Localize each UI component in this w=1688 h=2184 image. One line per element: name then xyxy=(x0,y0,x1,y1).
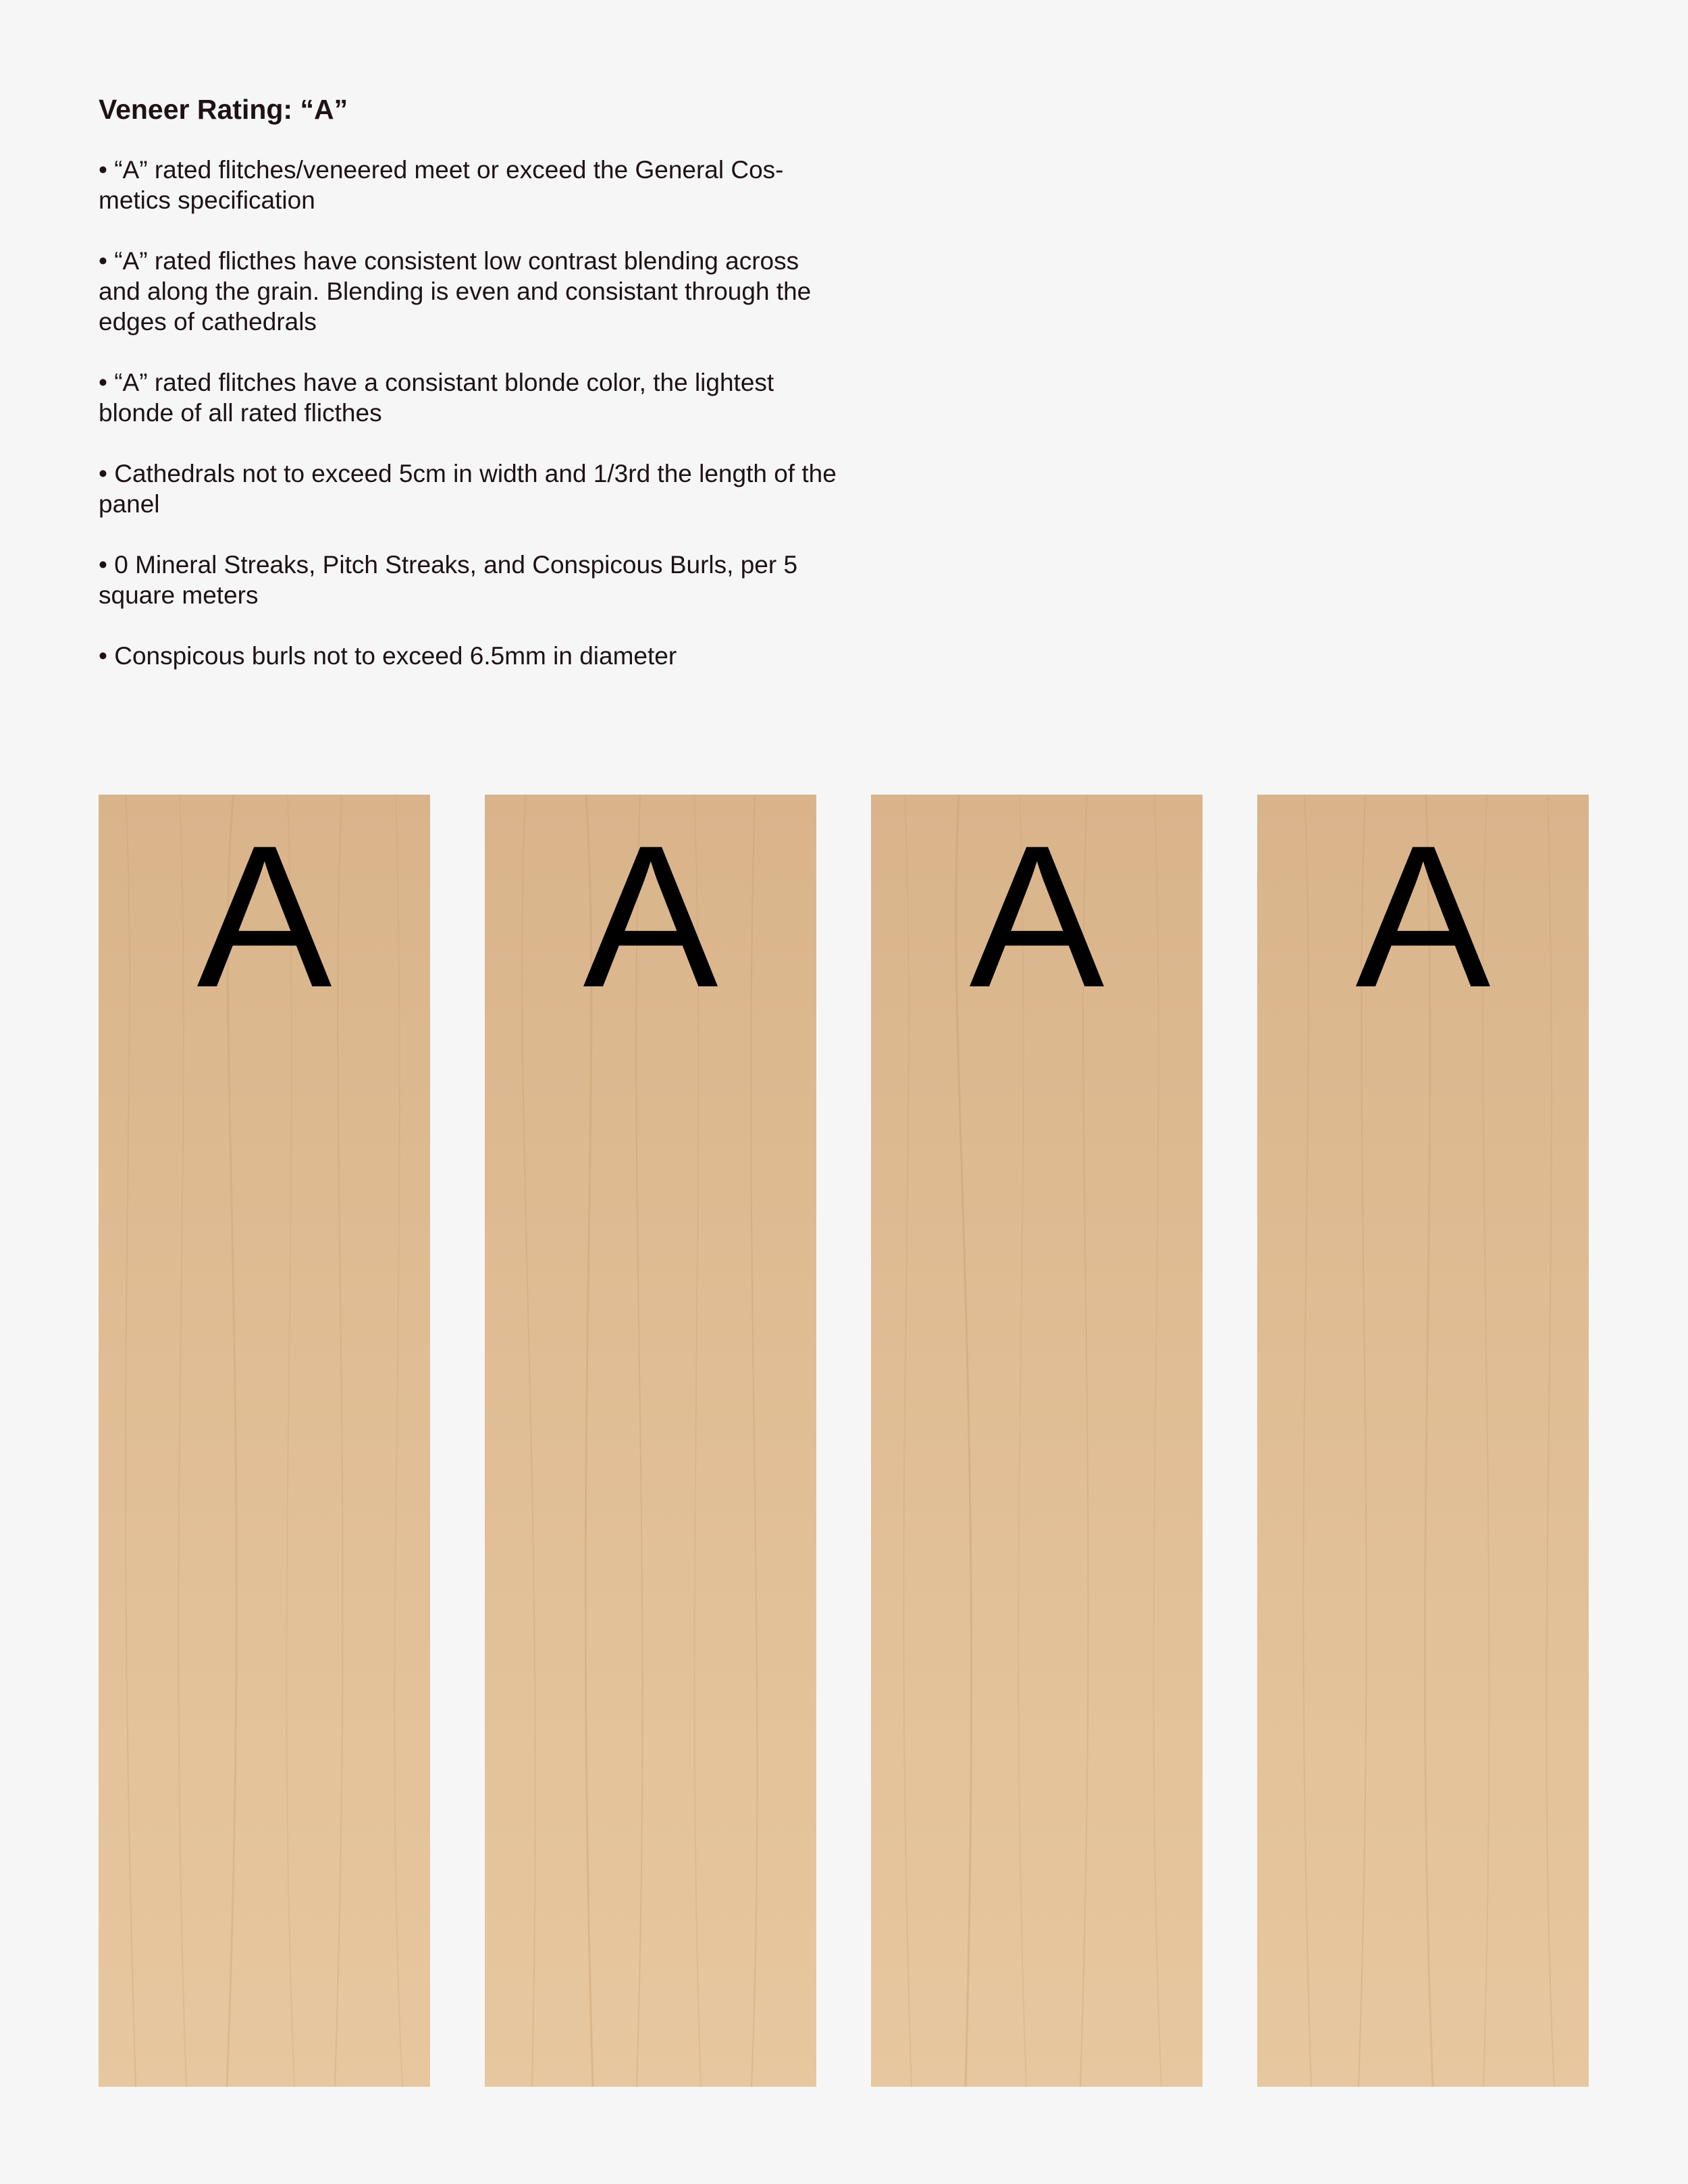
spec-list xyxy=(99,155,841,671)
spec-item-burls: • Conspicous burls not to exceed 6.5mm in diameter xyxy=(99,642,677,670)
spec-item-cathedrals: • Cathedrals not to exceed 5cm in width and 1/3rd the length of the panel xyxy=(99,460,837,518)
spec-item-color: • “A” rated flitches have a consistant blonde color, the lightest blonde of all rated flicthes xyxy=(99,369,774,427)
panel-grade-label: A xyxy=(969,803,1105,1030)
veneer-panel-1 xyxy=(99,795,430,2087)
panel-grade-label: A xyxy=(583,803,718,1030)
spec-item-general-cosmetics: • “A” rated flitches/veneered meet or exceed the General Cos-metics specification xyxy=(99,156,784,215)
spec-item-blending: • “A” rated flicthes have consistent low contrast blending across and along the grain. Blending is even and consistant through the edges of cathedrals xyxy=(99,247,812,336)
veneer-spec xyxy=(99,93,841,701)
panel-grade-label: A xyxy=(1355,803,1491,1030)
veneer-panel-3 xyxy=(871,795,1203,2087)
veneer-panel-2 xyxy=(485,795,816,2087)
panel-grade-label: A xyxy=(196,803,332,1030)
page-title: Veneer Rating: “A” xyxy=(99,94,348,125)
spec-item-streaks: • 0 Mineral Streaks, Pitch Streaks, and Conspicous Burls, per 5 square meters xyxy=(99,551,798,610)
veneer-panel-4 xyxy=(1257,795,1589,2087)
